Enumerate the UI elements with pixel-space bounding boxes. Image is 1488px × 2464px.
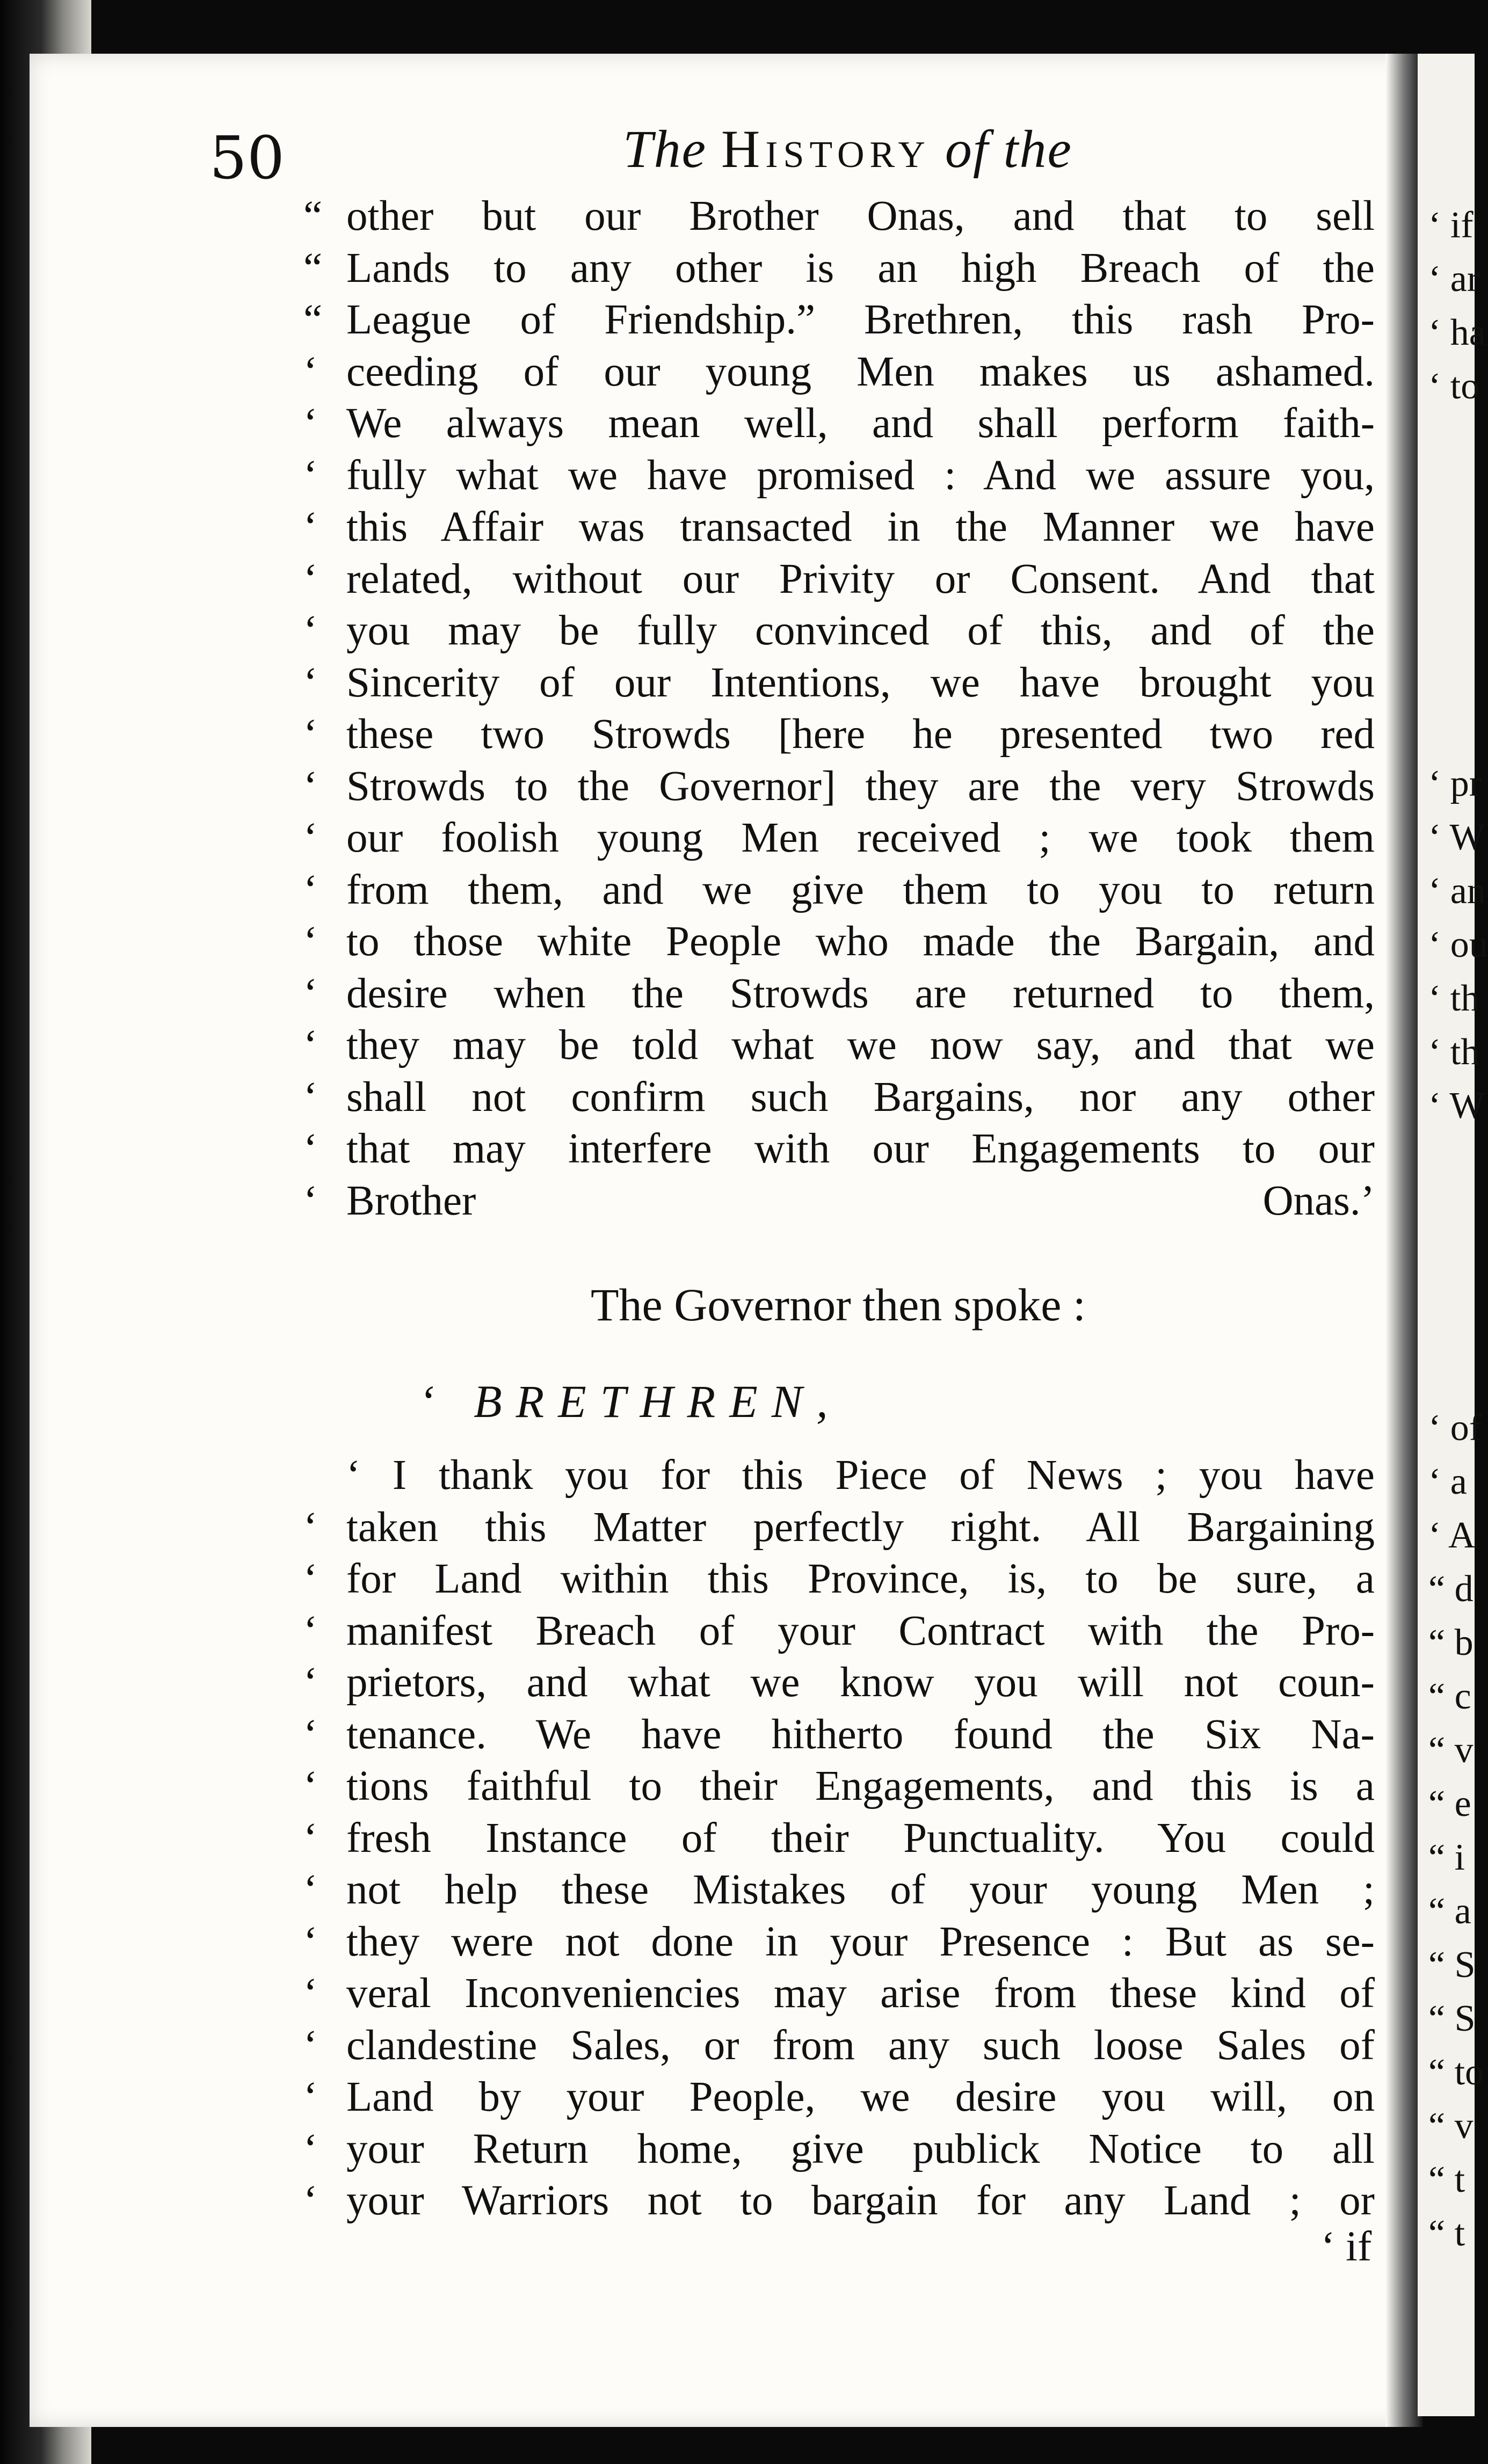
running-head-the: The <box>623 119 707 179</box>
quote-mark: ‘ <box>303 1607 318 1654</box>
quote-mark: ‘ <box>303 1659 318 1706</box>
text-line <box>303 709 1375 761</box>
facing-page-fragment: “ i <box>1428 1837 1465 1878</box>
text-line <box>346 1450 1375 1502</box>
text-line <box>303 812 1375 864</box>
quote-mark: ‘ <box>303 1022 318 1069</box>
quote-mark: ‘ <box>303 970 318 1017</box>
text-line <box>303 243 1375 295</box>
quote-mark: ‘ <box>303 762 318 810</box>
text-line <box>303 450 1375 502</box>
facing-page-fragment: ‘ to <box>1428 366 1480 407</box>
quote-mark: ‘ <box>303 1814 318 1862</box>
quote-mark: ‘ <box>303 918 318 965</box>
facing-page-fragment: ‘ th <box>1428 1031 1480 1073</box>
quote-mark: “ <box>303 193 323 239</box>
line-text: Land by your People, we desire you will, on <box>346 2074 1375 2120</box>
quote-mark: ‘ <box>303 1125 318 1172</box>
text-line <box>303 1502 1375 1554</box>
quote-mark: ‘ <box>303 348 318 395</box>
text-line <box>303 1605 1375 1658</box>
quote-mark: ‘ <box>303 2177 318 2224</box>
facing-page-fragment: “ c <box>1428 1676 1471 1717</box>
facing-page-fragment: ‘ W <box>1428 1085 1485 1126</box>
line-text: taken this Matter perfectly right. All Bargaining <box>346 1503 1375 1551</box>
text-line <box>303 864 1375 917</box>
salutation: ‘ BRETHREN, <box>419 1376 842 1427</box>
text-line <box>303 2175 1375 2227</box>
text-line <box>303 2071 1375 2124</box>
governor-reply-block <box>303 1450 1375 2227</box>
facing-page-fragment: “ t <box>1428 2159 1465 2200</box>
facing-page-fragment: ‘ ha <box>1428 312 1486 353</box>
quote-mark: ‘ <box>303 1503 318 1551</box>
facing-page-fragment: ‘ th <box>1428 978 1480 1019</box>
facing-page-fragment: “ v <box>1428 2105 1474 2147</box>
text-line <box>303 1175 1375 1227</box>
facing-page-fragment: ‘ ar <box>1428 258 1480 300</box>
quote-mark: ‘ <box>303 659 318 706</box>
quote-mark: ‘ <box>303 504 318 550</box>
quote-mark: ‘ <box>303 2125 318 2172</box>
line-text: Strowds to the Governor] they are the very Strowds <box>346 762 1375 810</box>
line-text: clandestine Sales, or from any such loose Sales of <box>346 2022 1375 2069</box>
facing-page-fragment: ‘ ou <box>1428 924 1488 965</box>
quote-mark: ‘ <box>303 1866 318 1913</box>
quote-mark: ‘ <box>303 866 318 913</box>
quote-mark: ‘ <box>303 1177 318 1224</box>
catchword: ‘ if <box>1321 2223 1372 2270</box>
text-line <box>303 1864 1375 1916</box>
quote-mark: “ <box>303 296 323 343</box>
quote-mark: ‘ <box>303 1073 318 1121</box>
quote-mark: ‘ <box>303 1556 318 1602</box>
quote-mark: ‘ <box>303 2022 318 2069</box>
facing-page-fragment: ‘ of <box>1428 1407 1482 1449</box>
line-text: desire when the Strowds are returned to them, <box>346 970 1375 1017</box>
line-text: this Affair was transacted in the Manner we have <box>346 504 1375 550</box>
facing-page-fragment: “ d <box>1428 1568 1474 1610</box>
facing-page-fragment: “ b <box>1428 1622 1474 1663</box>
quote-mark: ‘ <box>303 452 318 499</box>
line-text: related, without our Privity or Consent. And that <box>346 555 1375 602</box>
running-head-of-the: of the <box>945 119 1072 179</box>
line-text: veral Inconveniencies may arise from these kind of <box>346 1970 1375 2017</box>
line-text: to those white People who made the Bargain, and <box>346 918 1375 965</box>
text-line <box>303 294 1375 346</box>
facing-page-fragment: “ v <box>1428 1729 1474 1771</box>
quote-mark: ‘ <box>303 607 318 654</box>
quote-mark: ‘ <box>303 1970 318 2017</box>
line-text: manifest Breach of your Contract with the Pro- <box>346 1607 1375 1654</box>
line-text: these two Strowds [here he presented two red <box>346 711 1375 758</box>
text-line <box>303 761 1375 813</box>
line-text: League of Friendship.” Brethren, this rash Pro- <box>346 296 1375 343</box>
line-text: they were not done in your Presence : But as se- <box>346 1918 1375 1965</box>
line-text: your Return home, give publick Notice to all <box>346 2125 1375 2172</box>
text-line <box>303 1020 1375 1072</box>
quote-mark: ‘ <box>303 2074 318 2120</box>
text-line <box>303 1123 1375 1175</box>
line-text: shall not confirm such Bargains, nor any other <box>346 1073 1375 1121</box>
text-line <box>303 2020 1375 2072</box>
facing-page-fragment: “ S <box>1428 1998 1476 2039</box>
text-line <box>303 554 1375 606</box>
quote-mark: ‘ <box>303 711 318 758</box>
text-line <box>303 968 1375 1020</box>
line-text: our foolish young Men received ; we took them <box>346 815 1375 861</box>
line-text: for Land within this Province, is, to be sure, a <box>346 1556 1375 1602</box>
quote-mark: ‘ <box>303 1711 318 1758</box>
line-text: fully what we have promised : And we assure you, <box>346 452 1375 499</box>
facing-page-fragment: “ to <box>1428 2052 1484 2093</box>
running-head-history: History <box>721 119 931 179</box>
quote-mark: “ <box>303 244 323 292</box>
text-line <box>303 605 1375 657</box>
line-text: not help these Mistakes of your young Men ; <box>346 1866 1375 1913</box>
facing-page-fragment: ‘ if <box>1428 205 1474 246</box>
text-line <box>303 1761 1375 1813</box>
text-line <box>303 916 1375 968</box>
text-line <box>303 1916 1375 1968</box>
line-text: your Warriors not to bargain for any Land ; or <box>346 2177 1375 2224</box>
text-line <box>303 1813 1375 1865</box>
facing-page-fragment: ‘ pr <box>1428 763 1482 804</box>
speech-text-block <box>303 191 1375 1227</box>
line-text: other but our Brother Onas, and that to sell <box>346 193 1375 239</box>
text-line <box>303 1968 1375 2020</box>
facing-page-fragment: ‘ a <box>1428 1461 1467 1502</box>
text-line <box>303 191 1375 243</box>
text-line <box>303 2124 1375 2176</box>
facing-page-fragment: “ S <box>1428 1944 1476 1986</box>
line-text: ‘ I thank you for this Piece of News ; you have <box>346 1452 1375 1499</box>
line-text: tions faithful to their Engagements, and this is a <box>346 1763 1375 1809</box>
text-line <box>303 1657 1375 1709</box>
facing-page-fragment: ‘ an <box>1428 870 1486 912</box>
line-text: you may be fully convinced of this, and of the <box>346 607 1375 654</box>
line-text: from them, and we give them to you to return <box>346 866 1375 913</box>
facing-page-fragment: “ a <box>1428 1891 1471 1932</box>
facing-page-fragment: ‘ A <box>1428 1515 1476 1556</box>
facing-page-fragment: “ e <box>1428 1783 1471 1825</box>
line-text: fresh Instance of their Punctuality. You could <box>346 1814 1375 1862</box>
quote-mark: ‘ <box>303 400 318 447</box>
line-text: prietors, and what we know you will not coun- <box>346 1659 1375 1706</box>
quote-mark: ‘ <box>303 815 318 861</box>
text-line <box>303 501 1375 554</box>
quote-mark: ‘ <box>303 555 318 602</box>
line-text: Sincerity of our Intentions, we have brought you <box>346 659 1375 706</box>
line-text: that may interfere with our Engagements to our <box>346 1125 1375 1172</box>
section-heading: The Governor then spoke : <box>591 1279 1086 1331</box>
quote-mark: ‘ <box>303 1763 318 1809</box>
line-text: tenance. We have hitherto found the Six Na- <box>346 1711 1375 1758</box>
line-text: they may be told what we now say, and that we <box>346 1022 1375 1069</box>
text-line <box>303 398 1375 450</box>
line-text: Lands to any other is an high Breach of the <box>346 244 1375 292</box>
running-head <box>623 118 1072 180</box>
text-line <box>303 1709 1375 1761</box>
page-number: 50 <box>209 123 285 192</box>
line-text: Brother Onas.’ <box>346 1177 1375 1224</box>
text-line <box>303 346 1375 398</box>
text-line <box>303 1553 1375 1605</box>
quote-mark: ‘ <box>303 1918 318 1965</box>
text-line <box>303 657 1375 709</box>
text-line <box>303 1072 1375 1124</box>
line-text: ceeding of our young Men makes us ashamed. <box>346 348 1375 395</box>
facing-page-fragment: ‘ W <box>1428 817 1485 858</box>
facing-page-fragment: “ t <box>1428 2213 1465 2254</box>
line-text: We always mean well, and shall perform faith- <box>346 400 1375 447</box>
